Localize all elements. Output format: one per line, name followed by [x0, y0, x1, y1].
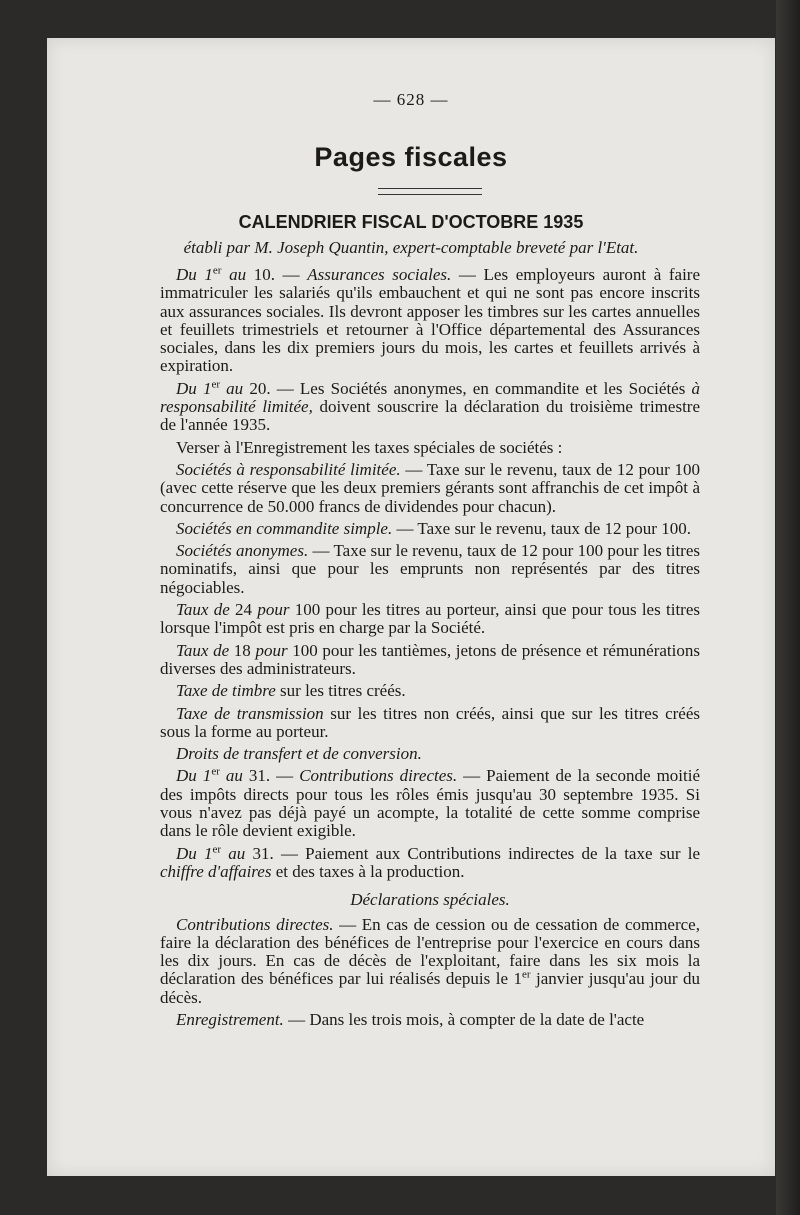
- date-lead-au: au: [221, 265, 247, 284]
- paragraph-timbre: [160, 682, 700, 700]
- topic-pour: pour: [257, 600, 290, 620]
- date-lead-au: au: [221, 843, 246, 863]
- topic: à responsabilité limitée,: [160, 378, 701, 417]
- topic-pour: pour: [255, 640, 288, 660]
- rate-number: 18: [229, 640, 256, 660]
- topic: Contributions directes.: [176, 914, 334, 934]
- topic: Sociétés en commandite simple.: [176, 518, 393, 538]
- date-lead: Du 1: [176, 843, 213, 863]
- ordinal-suffix: er: [522, 968, 531, 981]
- paragraph-taux-18: [160, 642, 700, 679]
- paragraph-transfert: [160, 745, 700, 763]
- paragraph-text: 31. — Paiement aux Contributions indirectes de la taxe sur le: [245, 843, 700, 863]
- ordinal-suffix: er: [212, 842, 222, 855]
- paragraph-verser: [160, 439, 700, 457]
- paragraph-enregistrement: [160, 1011, 700, 1029]
- page-title: Pages fiscales: [314, 142, 508, 172]
- section-subheading: Déclarations spéciales.: [350, 890, 510, 910]
- paragraph-taux-24: [160, 601, 700, 638]
- paragraph-transmission: [160, 705, 700, 742]
- paragraph-text: 20. — Les Sociétés anonymes, en commandite et les Sociétés: [243, 378, 692, 398]
- topic: Taux de: [176, 640, 230, 660]
- paragraph-text: — Taxe sur le revenu, taux de 12 pour 100 (avec cette réserve que les deux premiers gérants sont affranchis de cet impôt à concurrence de 50.000 francs de dividendes pour chacun).: [160, 459, 700, 516]
- ordinal-suffix: er: [211, 765, 220, 778]
- paragraph-text: Verser à l'Enregistrement les taxes spéciales de sociétés :: [176, 437, 563, 457]
- topic: Sociétés anonymes.: [176, 541, 309, 561]
- paragraph-commandite: [160, 520, 700, 538]
- ordinal-suffix: er: [212, 264, 222, 277]
- author-byline: établi par M. Joseph Quantin, expert-comptable breveté par l'Etat.: [183, 238, 639, 257]
- ordinal-suffix: er: [211, 378, 220, 391]
- date-lead: Du 1: [176, 265, 213, 284]
- topic: Taxe de timbre: [176, 681, 276, 701]
- paragraph-text: — En cas de cession ou de cessation de commerce, faire la déclaration des bénéfices de l'entreprise pour l'exercice en cours dans les dix jours. En cas de décès de l'exploitant, faire dans les six mois la déclaration des bénéfices par lui réalisés depuis le 1: [160, 914, 700, 989]
- paragraph-text: sur les titres créés.: [275, 681, 406, 701]
- calendar-heading: CALENDRIER FISCAL D'OCTOBRE 1935: [238, 212, 584, 232]
- topic: Contributions directes.: [299, 766, 458, 786]
- topic: Taux de: [176, 600, 230, 620]
- paragraph-contributions-indirectes: [160, 842, 700, 882]
- paragraph-text: — Les employeurs auront à faire immatriculer les salariés qu'ils embauchent et qui ne sont pas encore inscrits aux assurances sociales. Ils devront apposer les timbres sur les cartes annuelles et feuillets trimestriels et retourner à l'Office départemental des Assurances sociales, dans les dix premiers jours du mois, les cartes et feuillets arrivés à expiration.: [160, 265, 701, 376]
- paragraph-anonymes: [160, 542, 700, 597]
- paragraph-assurances: [160, 266, 700, 376]
- topic: Taxe de transmission: [176, 703, 324, 723]
- paragraph-contributions-directes: [160, 767, 700, 840]
- paragraph-sarl: [160, 461, 700, 516]
- rate-number: 24: [229, 600, 258, 620]
- topic: Assurances sociales.: [307, 265, 452, 284]
- document-body: [160, 266, 700, 1033]
- topic: Droits de transfert et de conversion.: [176, 744, 422, 764]
- document-page: [47, 38, 775, 1176]
- date-range: 31. —: [242, 766, 300, 786]
- date-range: 10. —: [246, 265, 308, 284]
- topic: Sociétés à responsabilité limitée.: [176, 459, 401, 479]
- paragraph-declaration-contributions: [160, 916, 700, 1007]
- paragraph-text: — Taxe sur le revenu, taux de 12 pour 100.: [392, 518, 691, 538]
- paragraph-text: 100 pour les tantièmes, jetons de présence et rémunérations diverses des administrateurs.: [160, 640, 700, 678]
- date-lead: Du 1: [176, 766, 212, 786]
- paragraph-text: — Taxe sur le revenu, taux de 12 pour 100 pour les titres nominatifs, ainsi que pour les emprunts non représentés par des titres négociables.: [160, 541, 700, 597]
- topic: chiffre d'affaires: [160, 861, 272, 881]
- paragraph-text: sur les titres non créés, ainsi que sur les titres créés sous la forme au porteur.: [160, 703, 700, 741]
- page-number: — 628 —: [373, 90, 449, 109]
- paragraph-text: — Paiement de la seconde moitié des impôts directs pour tous les rôles émis jusqu'au 30 septembre 1935. Si vous n'avez pas déjà payé un acompte, la totalité de cette somme comprise dans le rôle devient exigible.: [160, 766, 701, 841]
- title-divider: [378, 188, 482, 195]
- paragraph-text: doivent souscrire la déclaration du troisième trimestre de l'année 1935.: [160, 397, 700, 435]
- date-lead: Du 1: [176, 378, 212, 398]
- topic: Enregistrement.: [176, 1009, 284, 1029]
- paragraph-societes: [160, 380, 700, 435]
- scan-edge: [776, 0, 800, 1215]
- paragraph-text: 100 pour les titres au porteur, ainsi que pour tous les titres lorsque l'impôt est pris en charge par la Société.: [160, 600, 700, 638]
- paragraph-text: — Dans les trois mois, à compter de la date de l'acte: [283, 1009, 645, 1029]
- date-lead-au: au: [219, 766, 243, 786]
- paragraph-text: et des taxes à la production.: [271, 861, 465, 881]
- date-lead-au: au: [220, 378, 244, 398]
- paragraph-text: janvier jusqu'au jour du décès.: [160, 969, 701, 1007]
